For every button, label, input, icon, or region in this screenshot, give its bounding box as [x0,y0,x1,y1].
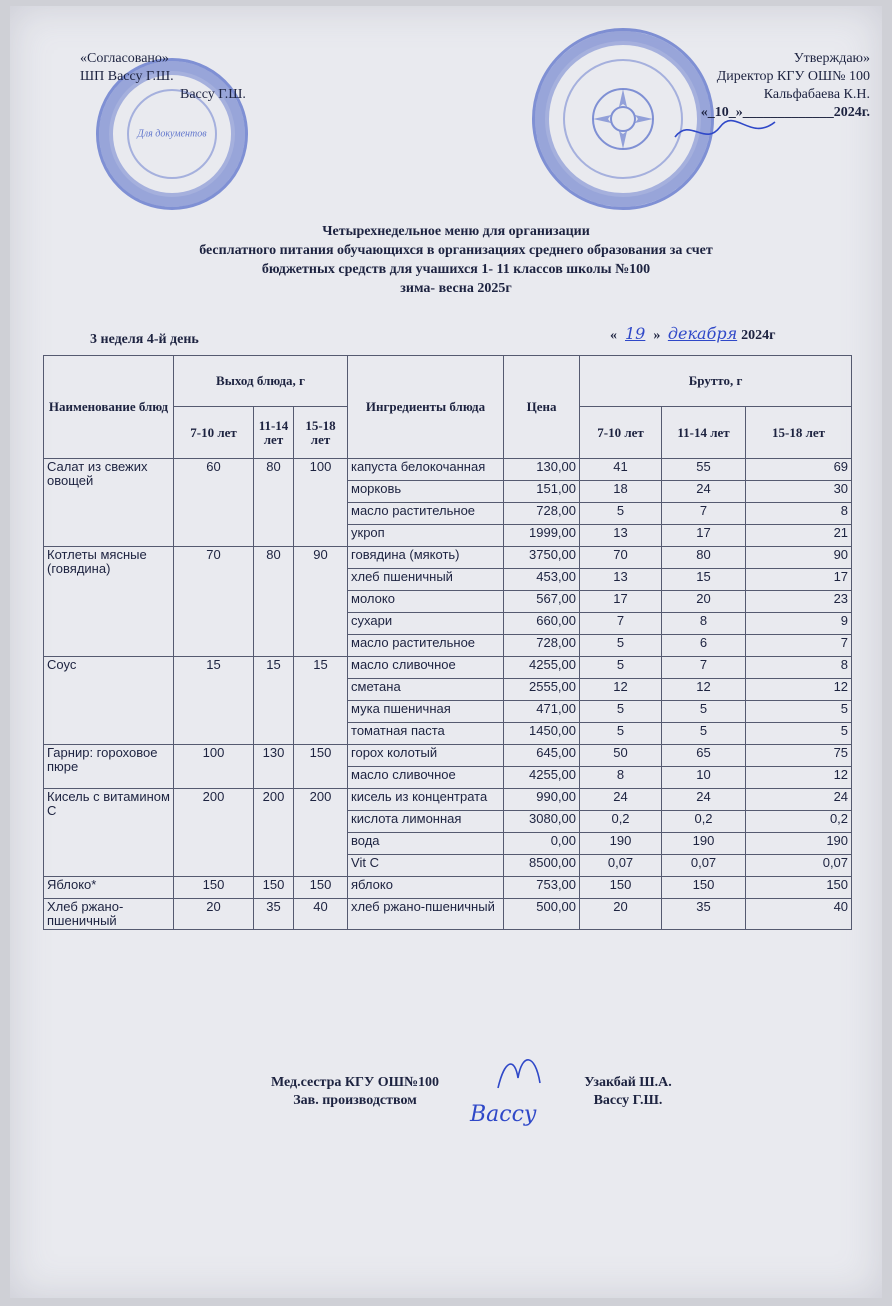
gross-age1: 150 [580,877,662,899]
approved-date: «_10_»_____________2024г. [700,105,870,120]
ingredient-name: укроп [348,525,504,547]
gross-age2: 20 [662,591,746,613]
dish-output-age3: 90 [294,547,348,657]
ingredient-name: сухари [348,613,504,635]
dish-output-age3: 100 [294,459,348,547]
gross-age2: 5 [662,701,746,723]
gross-age2: 0,07 [662,855,746,877]
chef-signature: Вассу [470,1102,537,1127]
ingredient-name: кислота лимонная [348,811,504,833]
ingredient-price: 500,00 [504,899,580,930]
dish-output-age3: 40 [294,899,348,930]
ingredient-price: 660,00 [504,613,580,635]
footer-nurse-name: Узакбай Ш.А. [584,1075,672,1090]
dish-output-age3: 15 [294,657,348,745]
title-line-4: зима- весна 2025г [400,281,512,296]
dish-output-age2: 35 [254,899,294,930]
header-gross-age1: 7-10 лет [580,407,662,459]
dish-output-age1: 200 [174,789,254,877]
date-quote-open: « [610,328,617,343]
dish-output-age2: 130 [254,745,294,789]
gross-age3: 75 [746,745,852,767]
gross-age2: 55 [662,459,746,481]
gross-age2: 10 [662,767,746,789]
gross-age1: 70 [580,547,662,569]
ingredient-price: 0,00 [504,833,580,855]
gross-age2: 7 [662,503,746,525]
table-row [44,789,852,811]
date-quote-close: » [653,328,661,343]
gross-age3: 69 [746,459,852,481]
ingredient-price: 151,00 [504,481,580,503]
ingredient-price: 1999,00 [504,525,580,547]
gross-age3: 12 [746,767,852,789]
gross-age1: 7 [580,613,662,635]
approved-position: Директор КГУ ОШ№ 100 [716,69,870,84]
gross-age1: 13 [580,569,662,591]
gross-age1: 20 [580,899,662,930]
header-ingredients: Ингредиенты блюда [348,356,504,459]
gross-age1: 24 [580,789,662,811]
nurse-signature [490,1048,550,1098]
gross-age1: 18 [580,481,662,503]
ingredient-name: морковь [348,481,504,503]
gross-age3: 190 [746,833,852,855]
ingredient-price: 728,00 [504,503,580,525]
header-output: Выход блюда, г [174,356,348,407]
date-month: декабря [667,324,738,343]
table-row [44,745,852,767]
dish-output-age2: 80 [254,547,294,657]
ingredient-price: 567,00 [504,591,580,613]
gross-age2: 7 [662,657,746,679]
gross-age1: 13 [580,525,662,547]
gross-age1: 5 [580,657,662,679]
dish-output-age1: 150 [174,877,254,899]
ingredient-price: 8500,00 [504,855,580,877]
ingredient-name: хлеб ржано-пшеничный [348,899,504,930]
table-row [44,877,852,899]
dish-name: Соус [44,657,174,745]
dish-output-age3: 150 [294,745,348,789]
title-line-1: Четырехнедельное меню для организации [322,224,590,239]
menu-table-body [44,459,852,930]
gross-age3: 30 [746,481,852,503]
gross-age2: 0,2 [662,811,746,833]
agreed-signer: Вассу Г.Ш. [180,87,246,102]
table-row [44,657,852,679]
gross-age2: 24 [662,789,746,811]
gross-age2: 80 [662,547,746,569]
gross-age2: 190 [662,833,746,855]
header-output-age1: 7-10 лет [174,407,254,459]
ingredient-name: масло сливочное [348,657,504,679]
ingredient-name: горох колотый [348,745,504,767]
gross-age1: 190 [580,833,662,855]
gross-age3: 5 [746,723,852,745]
table-row [44,547,852,569]
ingredient-name: масло растительное [348,503,504,525]
gross-age3: 90 [746,547,852,569]
gross-age1: 50 [580,745,662,767]
ingredient-name: вода [348,833,504,855]
menu-date [610,324,776,344]
gross-age3: 8 [746,657,852,679]
dish-output-age1: 70 [174,547,254,657]
gross-age1: 5 [580,503,662,525]
agreed-title: «Согласовано» [80,51,169,66]
title-line-2: бесплатного питания обучающихся в организациях среднего образования за счет [199,243,713,258]
gross-age3: 5 [746,701,852,723]
dish-name: Салат из свежих овощей [44,459,174,547]
dish-output-age2: 15 [254,657,294,745]
menu-table [43,355,852,930]
agreed-position: ШП Вассу Г.Ш. [80,69,174,84]
header-gross-age3: 15-18 лет [746,407,852,459]
gross-age1: 5 [580,723,662,745]
ingredient-price: 1450,00 [504,723,580,745]
header-gross: Брутто, г [580,356,852,407]
footer-chef: Зав. производством [293,1093,417,1108]
ingredient-price: 2555,00 [504,679,580,701]
date-day: 19 [625,324,646,343]
gross-age2: 12 [662,679,746,701]
dish-output-age2: 200 [254,789,294,877]
ingredient-price: 4255,00 [504,657,580,679]
gross-age3: 12 [746,679,852,701]
gross-age3: 23 [746,591,852,613]
gross-age2: 17 [662,525,746,547]
gross-age2: 65 [662,745,746,767]
approved-title: Утверждаю» [793,51,870,66]
table-row [44,899,852,930]
ingredient-name: хлеб пшеничный [348,569,504,591]
gross-age1: 0,07 [580,855,662,877]
dish-name: Котлеты мясные (говядина) [44,547,174,657]
week-day: 3 неделя 4-й день [90,332,199,347]
dish-output-age3: 200 [294,789,348,877]
gross-age3: 0,07 [746,855,852,877]
gross-age3: 0,2 [746,811,852,833]
ingredient-name: яблоко [348,877,504,899]
gross-age1: 17 [580,591,662,613]
gross-age1: 0,2 [580,811,662,833]
ingredient-price: 471,00 [504,701,580,723]
ingredient-price: 453,00 [504,569,580,591]
gross-age3: 21 [746,525,852,547]
ingredient-name: томатная паста [348,723,504,745]
ingredient-price: 130,00 [504,459,580,481]
ingredient-name: говядина (мякоть) [348,547,504,569]
ingredient-price: 3750,00 [504,547,580,569]
gross-age1: 12 [580,679,662,701]
dish-output-age1: 20 [174,899,254,930]
dish-output-age1: 60 [174,459,254,547]
gross-age2: 5 [662,723,746,745]
ingredient-price: 728,00 [504,635,580,657]
gross-age2: 6 [662,635,746,657]
gross-age3: 40 [746,899,852,930]
gross-age1: 8 [580,767,662,789]
dish-name: Яблоко* [44,877,174,899]
ingredient-name: масло сливочное [348,767,504,789]
table-row [44,459,852,481]
gross-age1: 5 [580,701,662,723]
header-gross-age2: 11-14 лет [662,407,746,459]
footer-names [568,1074,688,1110]
ingredient-price: 4255,00 [504,767,580,789]
ingredient-price: 3080,00 [504,811,580,833]
header-price: Цена [504,356,580,459]
gross-age2: 8 [662,613,746,635]
dish-name: Хлеб ржано-пшеничный [44,899,174,930]
gross-age2: 24 [662,481,746,503]
agreed-block [80,50,320,104]
ingredient-price: 990,00 [504,789,580,811]
dish-output-age3: 150 [294,877,348,899]
ingredient-price: 753,00 [504,877,580,899]
ingredient-name: молоко [348,591,504,613]
gross-age1: 41 [580,459,662,481]
director-signature [670,112,780,152]
gross-age3: 24 [746,789,852,811]
dish-name: Гарнир: гороховое пюре [44,745,174,789]
gross-age3: 7 [746,635,852,657]
ingredient-name: капуста белокочанная [348,459,504,481]
date-year: 2024г [741,328,776,343]
header-output-age2: 11-14 лет [254,407,294,459]
menu-title [70,222,842,298]
ingredient-name: кисель из концентрата [348,789,504,811]
gross-age2: 35 [662,899,746,930]
footer-positions [250,1074,460,1110]
gross-age2: 150 [662,877,746,899]
header-output-age3: 15-18 лет [294,407,348,459]
gross-age3: 8 [746,503,852,525]
gross-age1: 5 [580,635,662,657]
footer-chef-name: Вассу Г.Ш. [593,1093,663,1108]
dish-name: Кисель с витамином С [44,789,174,877]
ingredient-name: сметана [348,679,504,701]
ingredient-name: масло растительное [348,635,504,657]
ingredient-price: 645,00 [504,745,580,767]
ingredient-name: Vit C [348,855,504,877]
title-line-3: бюджетных средств для учашихся 1- 11 классов школы №100 [261,262,651,277]
gross-age3: 9 [746,613,852,635]
dish-output-age1: 100 [174,745,254,789]
header-dish-name: Наименование блюд [44,356,174,459]
footer-nurse: Мед.сестра КГУ ОШ№100 [270,1075,440,1090]
gross-age3: 150 [746,877,852,899]
dish-output-age2: 150 [254,877,294,899]
dish-output-age2: 80 [254,459,294,547]
gross-age3: 17 [746,569,852,591]
gross-age2: 15 [662,569,746,591]
dish-output-age1: 15 [174,657,254,745]
ingredient-name: мука пшеничная [348,701,504,723]
left-stamp-text: Для документов [137,128,207,140]
approved-signer: Кальфабаева К.Н. [763,87,870,102]
